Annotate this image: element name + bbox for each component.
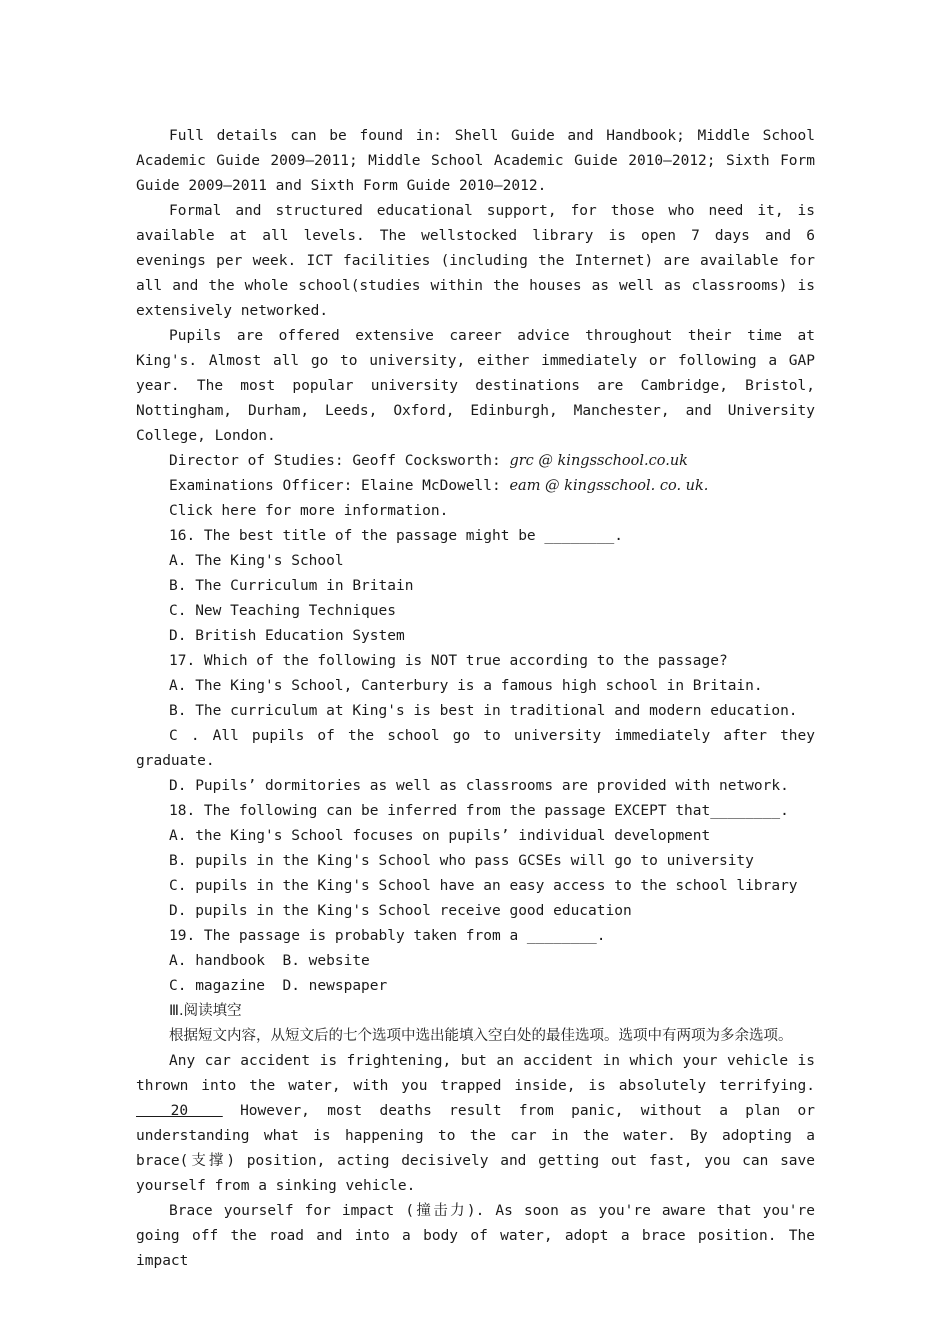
passage-paragraph-1 <box>136 1049 815 1199</box>
question-17-option-b: B. The curriculum at King's is best in traditional and modern education. <box>169 703 798 719</box>
question-16-option-c: C. New Teaching Techniques <box>169 603 396 619</box>
question-18-option-a: A. the King's School focuses on pupils’ individual development <box>169 828 711 844</box>
question-17-option-a: A. The King's School, Canterbury is a famous high school in Britain. <box>169 678 763 694</box>
question-19-options-ab: A. handbook B. website <box>169 953 370 969</box>
question-19-options-cd: C. magazine D. newspaper <box>169 978 388 994</box>
contact-exam-label: Examinations Officer: Elaine McDowell: <box>169 478 510 494</box>
question-16: 16. The best title of the passage might be ________. <box>169 528 623 544</box>
question-16-option-d: D. British Education System <box>169 628 405 644</box>
document-page <box>136 124 815 1274</box>
paragraph-full-details: Full details can be found in: Shell Guide and Handbook; Middle School Academic Guide 2009—2011; Middle School Academic Guide 2010—2012; Sixth Form Guide 2009—2011 and Sixth Form Guide 2010—2012. <box>136 128 815 194</box>
question-17: 17. Which of the following is NOT true according to the passage? <box>169 653 728 669</box>
contact-director <box>136 449 815 474</box>
more-info-link: Click here for more information. <box>169 503 449 519</box>
question-17-option-d: D. Pupils’ dormitories as well as classrooms are provided with network. <box>169 778 789 794</box>
passage-paragraph-2: Brace yourself for impact (撞击力). As soon as you're aware that you're going off the road and into a body of water, adopt a brace position. The impact <box>136 1203 815 1269</box>
contact-exam-officer <box>136 474 815 499</box>
section-3-instruction: 根据短文内容，从短文后的七个选项中选出能填入空白处的最佳选项。选项中有两项为多余选项。 <box>169 1028 793 1044</box>
question-18-option-d: D. pupils in the King's School receive good education <box>169 903 632 919</box>
contact-exam-email: eam @ kingsschool. co. uk. <box>509 478 709 494</box>
blank-20: 20 <box>136 1103 223 1119</box>
question-18-option-c: C. pupils in the King's School have an easy access to the school library <box>169 878 798 894</box>
contact-director-label: Director of Studies: Geoff Cocksworth: <box>169 453 510 469</box>
paragraph-career: Pupils are offered extensive career advice throughout their time at King's. Almost all go to university, either immediately or following a GAP year. The most popular university destinations are Cambridge, Bristol, Nottingham, Durham, Leeds, Oxford, Edinburgh, Manchester, and University College, London. <box>136 328 815 444</box>
contact-director-email: grc @ kingsschool.co.uk <box>509 453 688 469</box>
question-19: 19. The passage is probably taken from a ________. <box>169 928 606 944</box>
question-16-option-b: B. The Curriculum in Britain <box>169 578 414 594</box>
passage-p1-before: Any car accident is frightening, but an accident in which your vehicle is thrown into the water, with you trapped inside, is absolutely terrifying. <box>136 1053 815 1094</box>
paragraph-support: Formal and structured educational support, for those who need it, is available at all levels. The wellstocked library is open 7 days and 6 evenings per week. ICT facilities (including the Internet) are available for all and the whole school(studies within the houses as well as classrooms) is extensively networked. <box>136 203 815 319</box>
section-3-heading: Ⅲ.阅读填空 <box>169 1003 242 1019</box>
question-17-option-c: C . All pupils of the school go to university immediately after they graduate. <box>136 728 815 769</box>
passage-p1-after: However, most deaths result from panic, without a plan or understanding what is happening to the car in the water. By adopting a brace(支撑) position, acting decisively and getting out fast, you can save yourself from a sinking vehicle. <box>136 1103 815 1194</box>
question-16-option-a: A. The King's School <box>169 553 344 569</box>
question-18: 18. The following can be inferred from the passage EXCEPT that________. <box>169 803 789 819</box>
question-18-option-b: B. pupils in the King's School who pass GCSEs will go to university <box>169 853 754 869</box>
